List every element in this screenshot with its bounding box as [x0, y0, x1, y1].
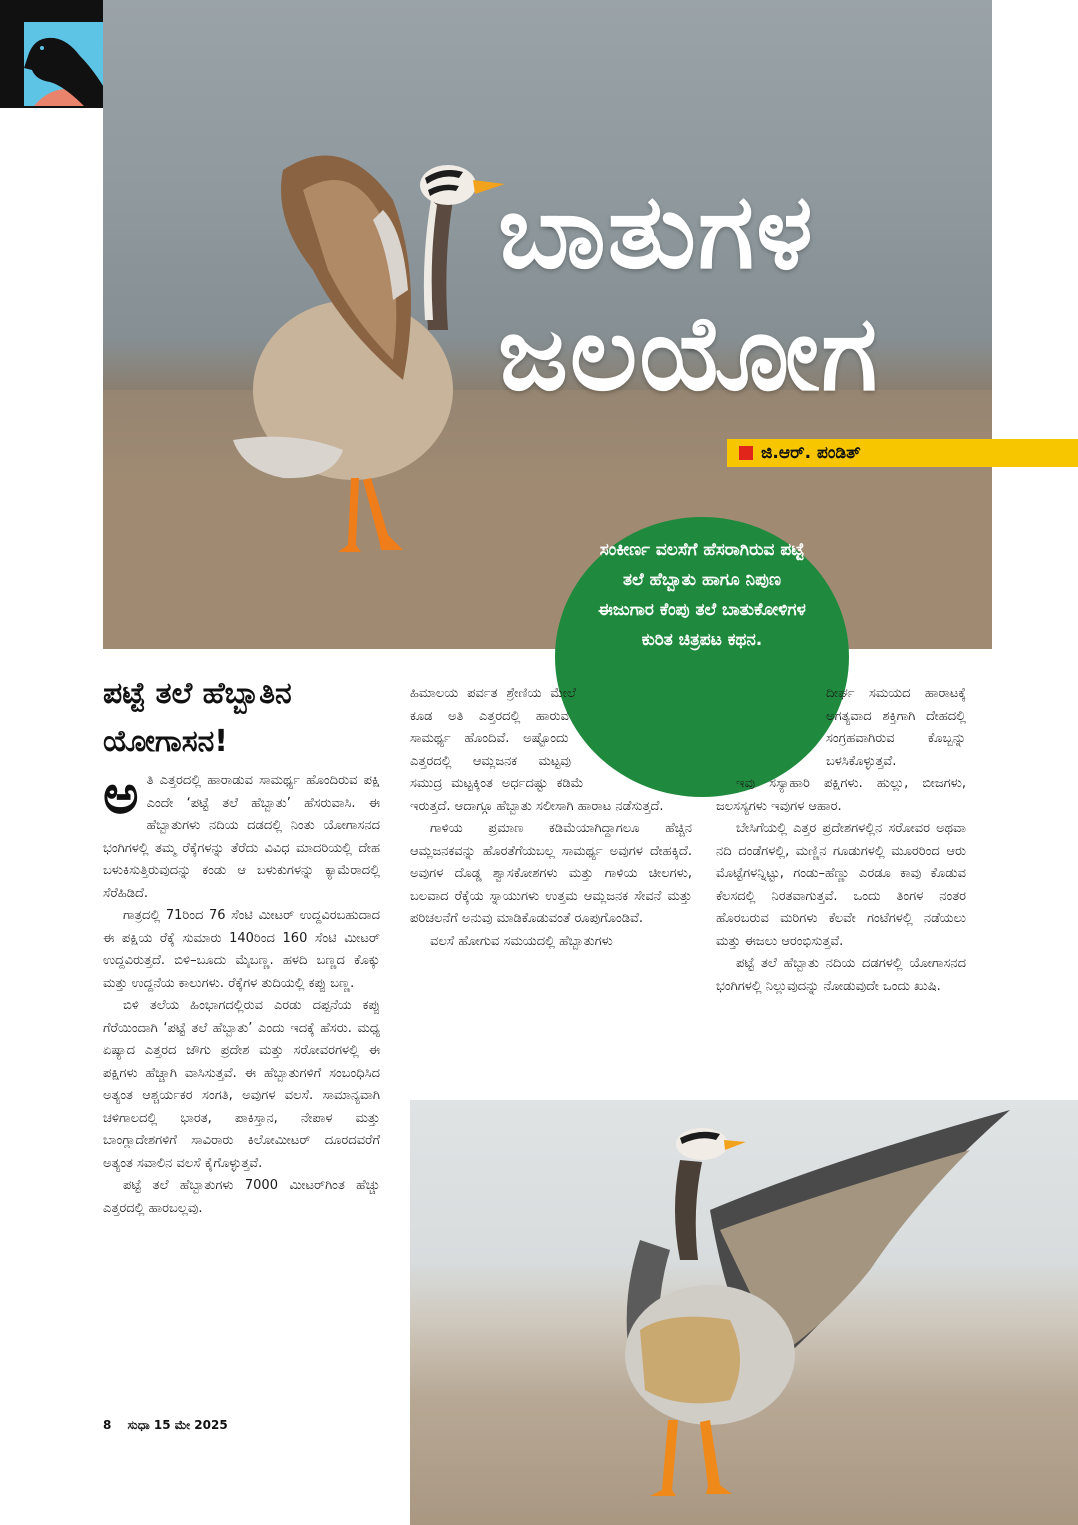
author-marker [739, 446, 753, 460]
goose-photo-wings-spread [410, 1100, 1078, 1525]
page-title [498, 170, 988, 414]
paragraph: ತಿ ಎತ್ತರದಲ್ಲಿ ಹಾರಾಡುವ ಸಾಮರ್ಥ್ಯ ಹೊಂದಿರುವ ಪಕ್ಷಿ ಎಂದೇ ‘ಪಟ್ಟೆ ತಲೆ ಹೆಬ್ಬಾತು’ ಹೆಸರುವಾಸಿ. ಈ ಹೆಬ್ಬಾತುಗಳು ನದಿಯ ದಡದಲ್ಲಿ ನಿಂತು ಯೋಗಾಸನದ ಭಂಗಿಗಳಲ್ಲಿ ತಮ್ಮ ರೆಕ್ಕೆಗಳನ್ನು ತೆರೆದು ವಿವಿಧ ಮಾದರಿಯಲ್ಲಿ ದೇಹ ಬಳುಕಿಸುತ್ತಿರುವುದನ್ನು ಕಂಡು ಆ ಬಳುಕುಗಳನ್ನು ಕ್ಯಾಮೆರಾದಲ್ಲಿ ಸೆರೆಹಿಡಿದೆ. [103, 773, 380, 901]
issue-info: ಸುಧಾ 15 ಮೇ 2025 [127, 1418, 228, 1432]
article-column-1 [103, 763, 380, 1220]
bird-logo-icon [24, 22, 108, 106]
page-footer [103, 1418, 228, 1433]
paragraph: ಪಟ್ಟೆ ತಲೆ ಹೆಬ್ಬಾತುಗಳು 7000 ಮೀಟರ್‌ಗಿಂತ ಹೆಚ್ಚು ಎತ್ತರದಲ್ಲಿ ಹಾರಬಲ್ಲವು. [103, 1178, 380, 1216]
hero-photo [103, 0, 992, 649]
paragraph: ದೀರ್ಘ ಸಮಯದ ಹಾರಾಟಕ್ಕೆ ಅಗತ್ಯವಾದ ಶಕ್ತಿಗಾಗಿ ದೇಹದಲ್ಲಿ ಸಂಗ್ರಹವಾಗಿರುವ ಕೊಬ್ಬನ್ನು ಬಳಸಿಕೊಳ್ಳುತ್ತವೆ. [826, 686, 966, 769]
paragraph: ಬಿಳಿ ತಲೆಯ ಹಿಂಭಾಗದಲ್ಲಿರುವ ಎರಡು ದಪ್ಪನೆಯ ಕಪ್ಪು ಗೆರೆಯಿಂದಾಗಿ ‘ಪಟ್ಟೆ ತಲೆ ಹೆಬ್ಬಾತು’ ಎಂದು ಇದಕ್ಕೆ ಹೆಸರು. ಮಧ್ಯ ಏಷ್ಯಾದ ಎತ್ತರದ ಜೌಗು ಪ್ರದೇಶ ಮತ್ತು ಸರೋವರಗಳಲ್ಲಿ ಈ ಪಕ್ಷಿಗಳು ಹೆಚ್ಚಾಗಿ ವಾಸಿಸುತ್ತವೆ. ಈ ಹೆಬ್ಬಾತುಗಳಿಗೆ ಸಂಬಂಧಿಸಿದ ಅತ್ಯಂತ ಆಶ್ಚರ್ಯಕರ ಸಂಗತಿ, ಅವುಗಳ ವಲಸೆ. ಸಾಮಾನ್ಯವಾಗಿ ಚಳಿಗಾಲದಲ್ಲಿ ಭಾರತ, ಪಾಕಿಸ್ತಾನ, ನೇಪಾಳ ಮತ್ತು ಬಾಂಗ್ಲಾದೇಶಗಳಿಗೆ ಸಾವಿರಾರು ಕಿಲೋಮೀಟರ್ ದೂರದವರೆಗೆ ಅತ್ಯಂತ ಸವಾಲಿನ ವಲಸೆ ಕೈಗೊಳ್ಳುತ್ತವೆ. [103, 998, 380, 1171]
paragraph: ಗಾತ್ರದಲ್ಲಿ 71ರಿಂದ 76 ಸೆಂಟಿ ಮೀಟರ್ ಉದ್ದವಿರಬಹುದಾದ ಈ ಪಕ್ಷಿಯ ರೆಕ್ಕೆ ಸುಮಾರು 140ರಿಂದ 160 ಸೆಂಟಿ ಮೀಟರ್ ಉದ್ದವಿರುತ್ತದೆ. ಬಿಳಿ–ಬೂದು ಮೈಬಣ್ಣ. ಹಳದಿ ಬಣ್ಣದ ಕೊಕ್ಕು ಮತ್ತು ಉದ್ದನೆಯ ಕಾಲುಗಳು. ರೆಕ್ಕೆಗಳ ತುದಿಯಲ್ಲಿ ಕಪ್ಪು ಬಣ್ಣ. [103, 908, 380, 991]
paragraph: ಬೇಸಿಗೆಯಲ್ಲಿ ಎತ್ತರ ಪ್ರದೇಶಗಳಲ್ಲಿನ ಸರೋವರ ಅಥವಾ ನದಿ ದಂಡೆಗಳಲ್ಲಿ, ಮಣ್ಣಿನ ಗೂಡುಗಳಲ್ಲಿ ಮೂರರಿಂದ ಆರು ಮೊಟ್ಟೆಗಳನ್ನಿಟ್ಟು, ಗಂಡು–ಹೆಣ್ಣು ಎರಡೂ ಕಾವು ಕೊಡುವ ಕೆಲಸದಲ್ಲಿ ನಿರತವಾಗುತ್ತವೆ. ಒಂದು ತಿಂಗಳ ನಂತರ ಹೊರಬರುವ ಮರಿಗಳು ಕೆಲವೇ ಗಂಟೆಗಳಲ್ಲಿ ನಡೆಯಲು ಮತ್ತು ಈಜಲು ಆರಂಭಿಸುತ್ತವೆ. [716, 821, 966, 949]
article-column-2 [410, 683, 692, 953]
author-band [727, 439, 1078, 467]
page-number: 8 [103, 1418, 112, 1432]
article-column-3 [716, 683, 966, 998]
circle-wrap-spacer [716, 683, 826, 773]
paragraph: ಇವು ಸಸ್ಯಾಹಾರಿ ಪಕ್ಷಿಗಳು. ಹುಲ್ಲು, ಬೀಜಗಳು, ಜಲಸಸ್ಯಗಳು ಇವುಗಳ ಆಹಾರ. [716, 776, 966, 814]
paragraph: ಹಿಮಾಲಯ ಪರ್ವತ ಶ್ರೇಣಿಯ ಮೇಲೆ ಕೂಡ ಅತಿ ಎತ್ತರದಲ್ಲಿ ಹಾರುವ ಸಾಮರ್ಥ್ಯ ಹೊಂದಿವೆ. ಅಷ್ಟೊಂದು ಎತ್ತರದಲ್ಲಿ ಆಮ್ಲಜನಕ ಮಟ್ಟವು ಸಮುದ್ರ ಮಟ್ಟಕ್ಕಿಂತ ಅರ್ಧದಷ್ಟು ಕಡಿಮೆ ಇರುತ್ತದೆ. ಆದಾಗ್ಗೂ ಹೆಬ್ಬಾತು ಸಲೀಸಾಗಿ ಹಾರಾಟ ನಡೆಸುತ್ತದೆ. [410, 686, 664, 814]
circle-wrap-spacer [562, 683, 692, 785]
section-logo [0, 0, 112, 108]
article-headline: ಪಟ್ಟೆ ತಲೆ ಹೆಬ್ಬಾತಿನ ಯೋಗಾಸನ! [103, 676, 292, 759]
paragraph: ಗಾಳಿಯ ಪ್ರಮಾಣ ಕಡಿಮೆಯಾಗಿದ್ದಾಗಲೂ ಹೆಚ್ಚಿನ ಆಮ್ಲಜನಕವನ್ನು ಹೊರತೆಗೆಯಬಲ್ಲ ಸಾಮರ್ಥ್ಯ ಅವುಗಳ ದೇಹಕ್ಕಿದೆ. ಅವುಗಳ ದೊಡ್ಡ ಶ್ವಾಸಕೋಶಗಳು ಮತ್ತು ಗಾಳಿಯ ಚೀಲಗಳು, ಬಲವಾದ ರೆಕ್ಕೆಯ ಸ್ನಾಯುಗಳು ಉತ್ತಮ ಆಮ್ಲಜನಕ ಸೇವನೆ ಮತ್ತು ಪರಿಚಲನೆಗೆ ಅನುವು ಮಾಡಿಕೊಡುವಂತೆ ರೂಪುಗೊಂಡಿವೆ. [410, 821, 692, 926]
pullquote-text: ಸಂಕೀರ್ಣ ವಲಸೆಗೆ ಹೆಸರಾಗಿರುವ ಪಟ್ಟೆ ತಲೆ ಹೆಬ್ಬಾತು ಹಾಗೂ ನಿಪುಣ ಈಜುಗಾರ ಕೆಂಪು ತಲೆ ಬಾತುಕೋಳಿಗಳ ಕುರಿತ ಚಿತ್ರಪಟ ಕಥನ. [598, 540, 806, 650]
title-line-1: ಬಾತುಗಳ [498, 170, 815, 292]
paragraph: ವಲಸೆ ಹೋಗುವ ಸಮಯದಲ್ಲಿ ಹೆಬ್ಬಾತುಗಳು [430, 933, 613, 949]
paragraph: ಪಟ್ಟೆ ತಲೆ ಹೆಬ್ಬಾತು ನದಿಯ ದಡಗಳಲ್ಲಿ ಯೋಗಾಸನದ ಭಂಗಿಗಳಲ್ಲಿ ನಿಲ್ಲುವುದನ್ನು ನೋಡುವುದೇ ಒಂದು ಖುಷಿ. [716, 956, 966, 994]
author-name: ಜಿ.ಆರ್. ಪಂಡಿತ್ [761, 443, 861, 463]
title-line-2: ಜಲಯೋಗ [498, 292, 880, 414]
drop-cap: ಅ [103, 763, 139, 826]
